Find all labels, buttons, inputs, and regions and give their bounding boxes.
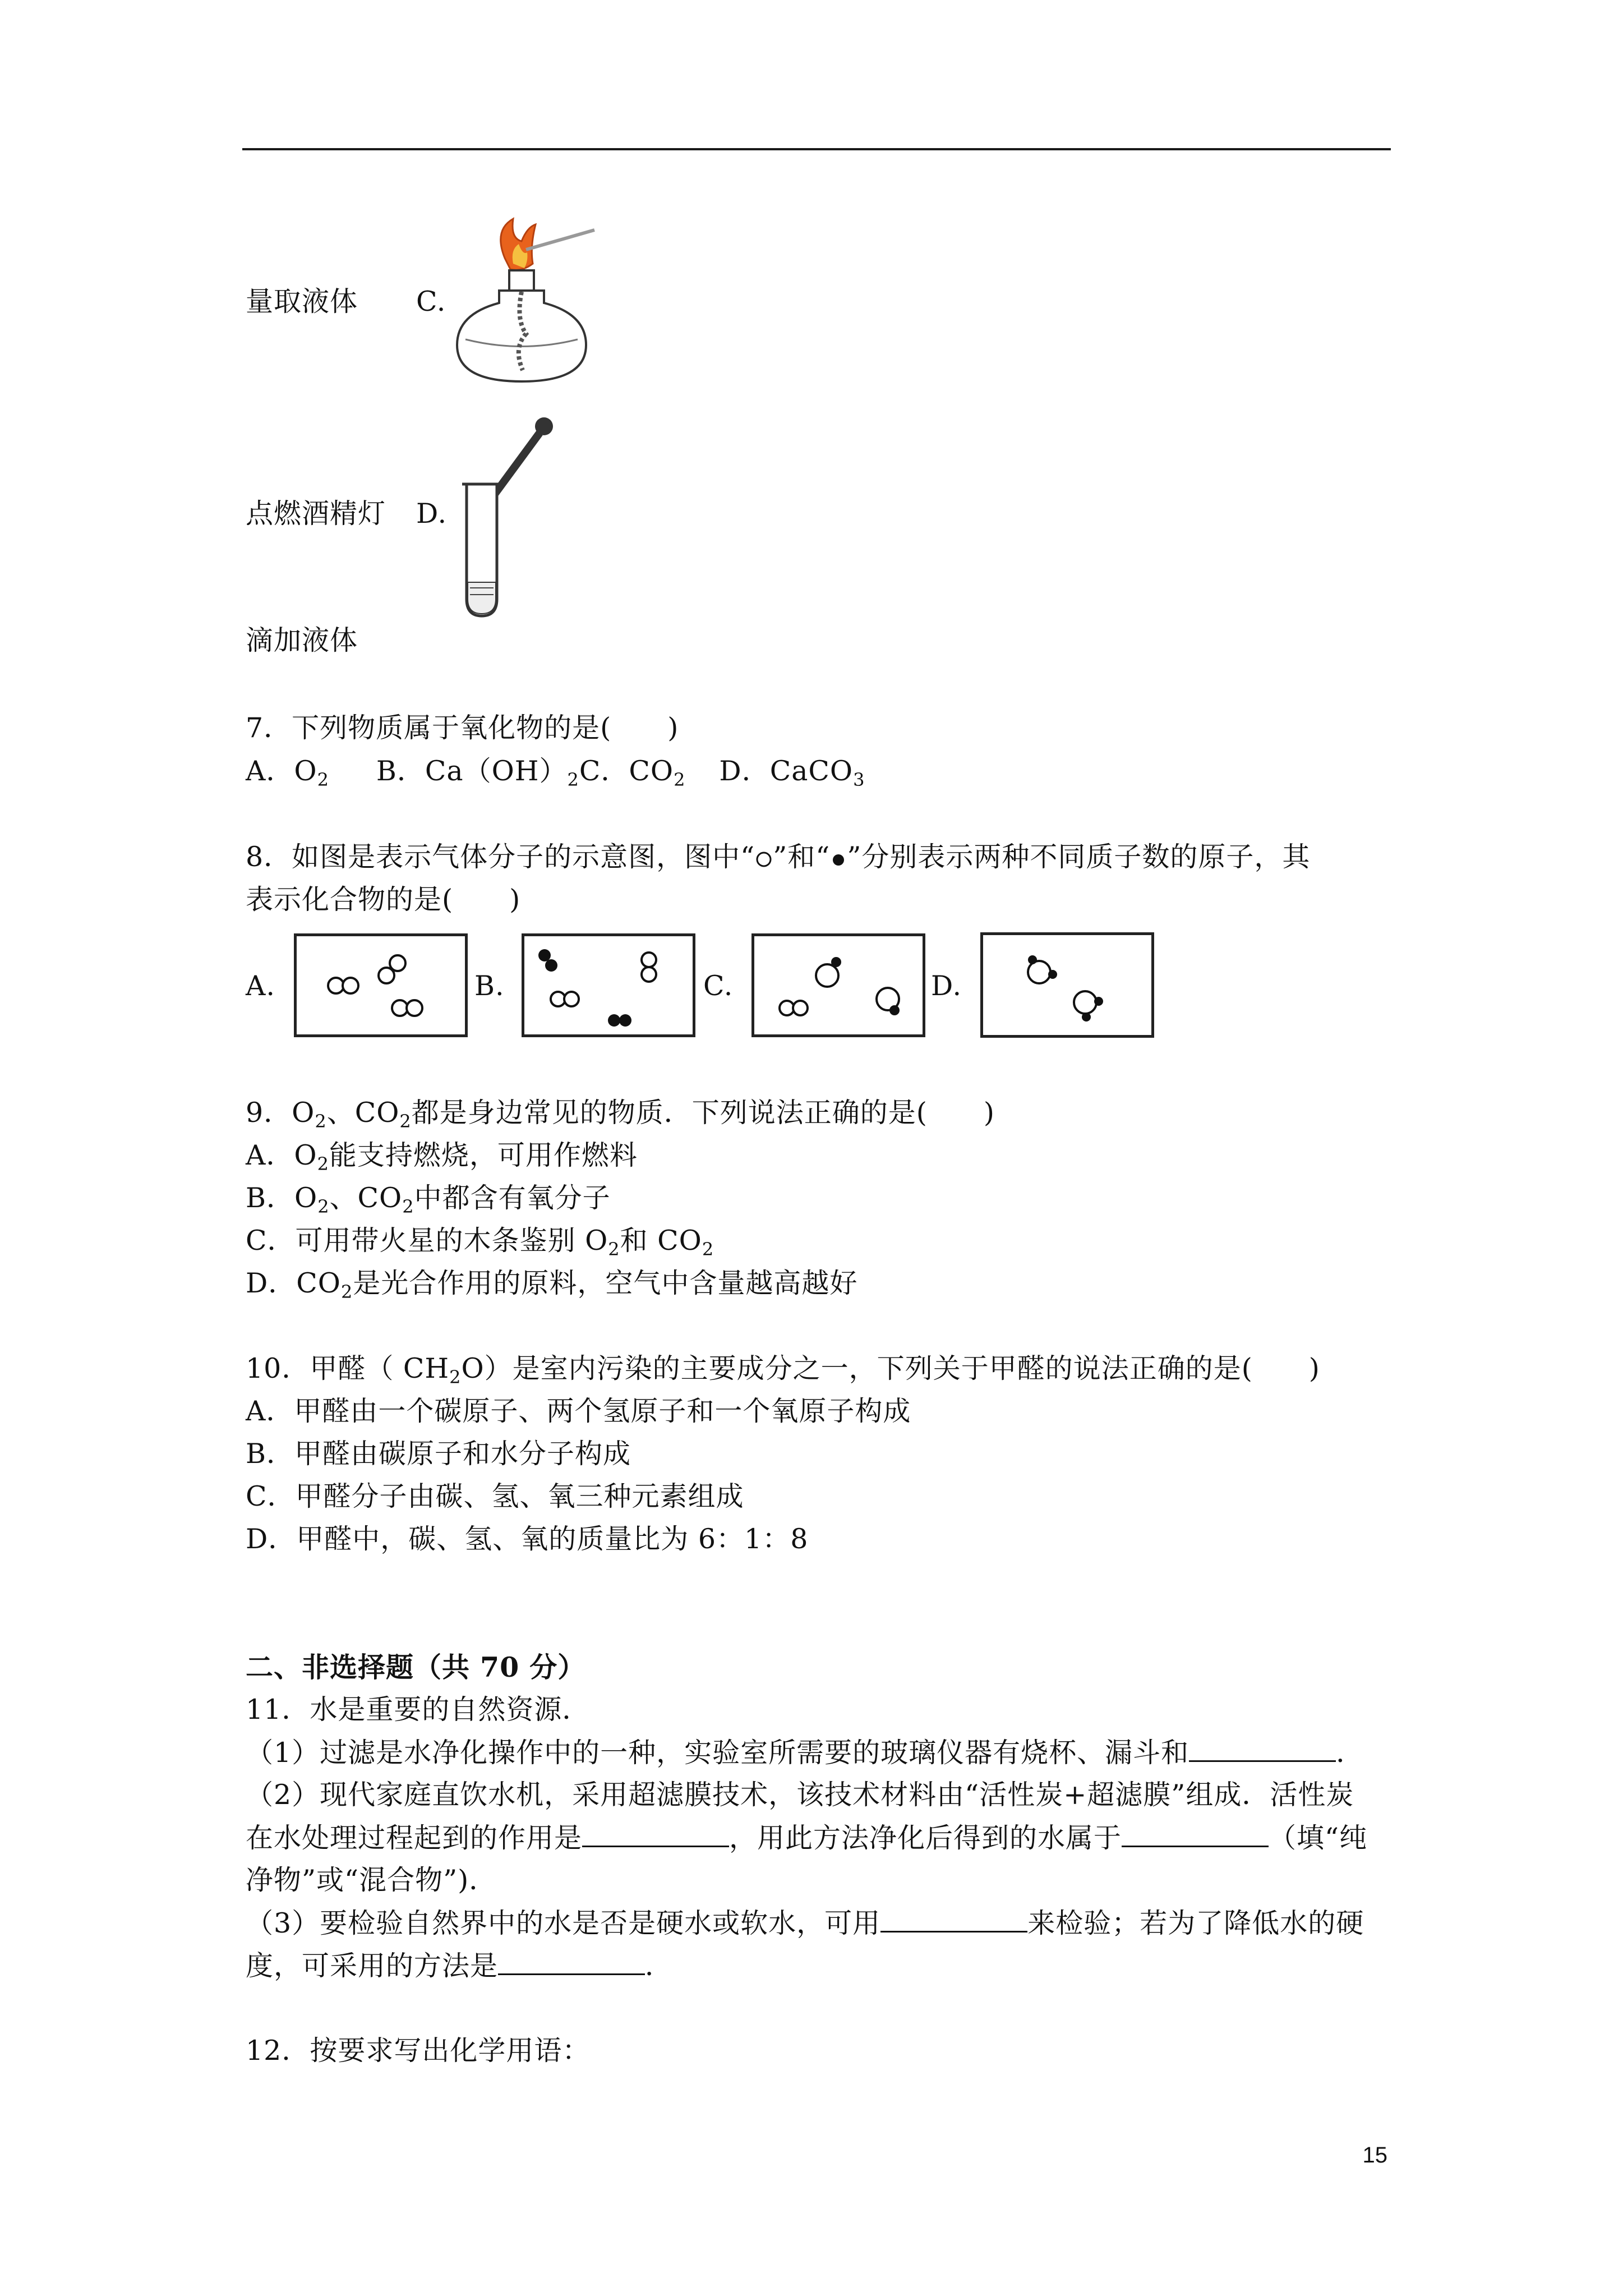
- q8-label-d: D.: [931, 970, 962, 1002]
- q9-option-d: D．$CO_2$是光合作用的原料，空气中含量越高越好: [246, 1267, 858, 1303]
- q8-molecules-b: [524, 936, 693, 1034]
- q8-molecules-d: [983, 935, 1151, 1035]
- q8-stem-line2: 表示化合物的是( ): [246, 884, 521, 915]
- q6-option-d-text: 滴加液体: [246, 624, 358, 656]
- header-rule: [242, 148, 1391, 150]
- black-atom-icon: [830, 852, 847, 868]
- q8-label-b: B.: [474, 970, 505, 1002]
- q8-stem-line1: 8．如图是表示气体分子的示意图，图中“ ”和“ ”分别表示两种不同质子数的原子，其: [246, 841, 1311, 873]
- alcohol-lamp-illustration: [460, 219, 606, 393]
- q9-option-c: C．可用带火星的木条鉴别 $O_2$和 $CO_2$: [246, 1225, 714, 1260]
- q10-option-c: C．甲醛分子由碳、氢、氧三种元素组成: [246, 1480, 744, 1512]
- q8-molecules-c: [754, 936, 923, 1034]
- q11-part3-line1: （3）要检验自然界中的水是否是硬水或软水，可用 来检验；若为了降低水的硬: [246, 1907, 1364, 1939]
- q11-part2-line2: 在水处理过程起到的作用是 ，用此方法净化后得到的水属于 （填“纯: [246, 1822, 1368, 1854]
- q11-part3-line2: 度，可采用的方法是 ．: [246, 1950, 674, 1982]
- q9-option-a: A．$O_2$能支持燃烧，可用作燃料: [246, 1139, 638, 1175]
- q8-molecules-a: [297, 936, 465, 1034]
- q10-option-d: D．甲醛中，碳、氢、氧的质量比为 6：1：8: [246, 1523, 809, 1555]
- q11-part2-line3: 净物”或“混合物”)．: [246, 1864, 497, 1896]
- q7-stem: 7．下列物质属于氧化物的是( ): [246, 712, 679, 744]
- q10-option-a: A．甲醛由一个碳原子、两个氢原子和一个氧原子构成: [246, 1395, 911, 1427]
- test-tube-dropper-illustration: [461, 414, 562, 622]
- q7-options: A．$O_2$ B．$Ca(OH)_2C$．$CO_2$ D．CaCO$_3$: [246, 755, 865, 790]
- q6-option-d-label: D.: [416, 498, 448, 530]
- q6-option-b-text: 量取液体: [246, 286, 358, 318]
- q10-option-b: B．甲醛由碳原子和水分子构成: [246, 1438, 631, 1470]
- answer-blank[interactable]: [1189, 1736, 1336, 1762]
- answer-blank[interactable]: [1122, 1821, 1269, 1847]
- q9-stem: 9．$O_2$、$CO_2$都是身边常见的物质．下列说法正确的是( ): [246, 1097, 995, 1132]
- q6-option-c-text: 点燃酒精灯: [246, 498, 386, 530]
- answer-blank[interactable]: [498, 1949, 645, 1975]
- q8-label-c: C.: [703, 970, 734, 1002]
- section-heading: 二、非选择题（共 70 分）: [246, 1651, 586, 1683]
- q8-box-c: [751, 933, 925, 1037]
- answer-blank[interactable]: [582, 1821, 729, 1847]
- q8-box-d: [980, 932, 1154, 1038]
- q11-part2-line1: （2）现代家庭直饮水机，采用超滤膜技术，该技术材料由“活性炭+超滤膜”组成．活性炭: [246, 1779, 1354, 1811]
- answer-blank[interactable]: [880, 1906, 1027, 1932]
- q9-option-b: B．$O_2$、$CO_2$中都含有氧分子: [246, 1182, 611, 1217]
- q6-option-c-label: C.: [416, 286, 446, 318]
- q8-label-a: A.: [246, 970, 275, 1002]
- q12-stem: 12．按要求写出化学用语：: [246, 2035, 591, 2067]
- q8-box-a: [294, 933, 468, 1037]
- q11-part1: （1）过滤是水净化操作中的一种，实验室所需要的玻璃仪器有烧杯、漏斗和 ．: [246, 1737, 1364, 1769]
- q11-stem: 11．水是重要的自然资源．: [246, 1694, 591, 1726]
- q10-stem: 10．甲醛（ $CH_2O$）是室内污染的主要成分之一，下列关于甲醛的说法正确的是( ): [246, 1352, 1320, 1388]
- q8-box-b: [522, 933, 695, 1037]
- white-atom-icon: [755, 850, 773, 868]
- page-number: 15: [1362, 2143, 1387, 2168]
